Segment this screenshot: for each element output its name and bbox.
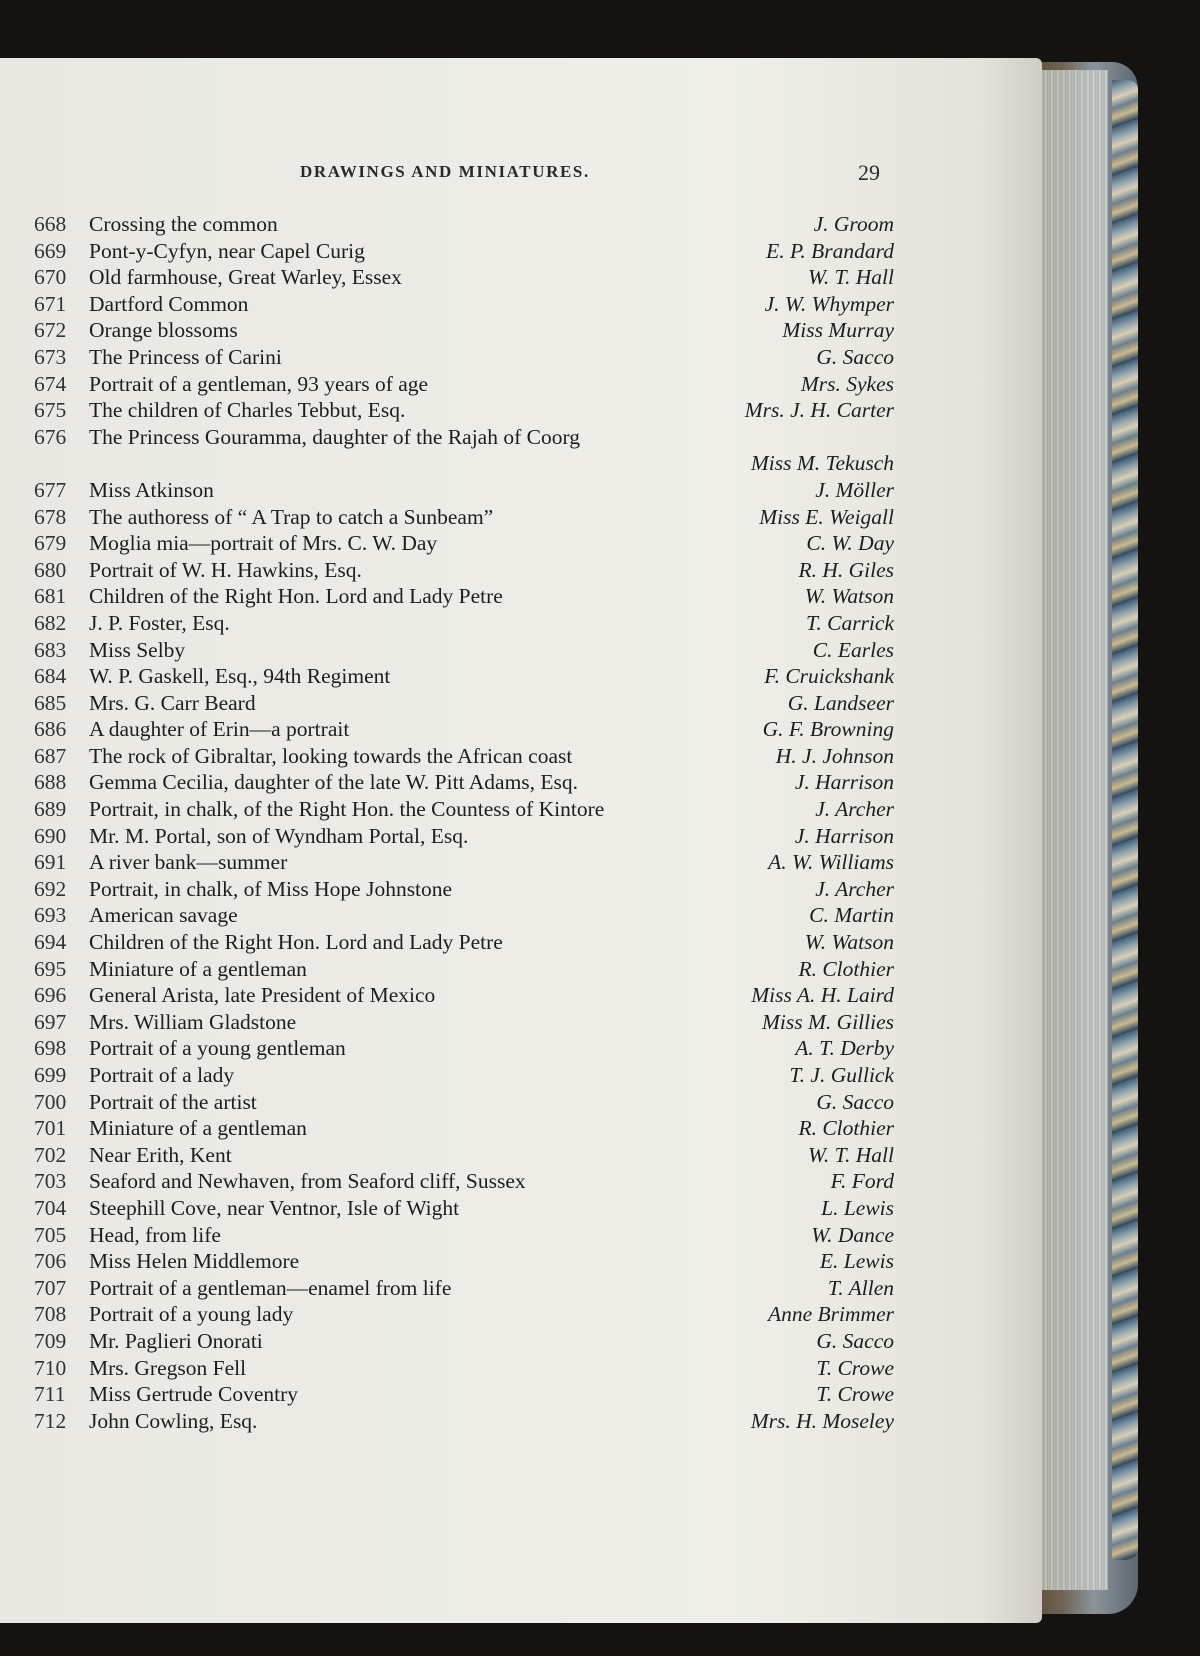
catalogue-entry bbox=[34, 1275, 894, 1302]
entry-title: Pont-y-Cyfyn, near Capel Curig bbox=[89, 238, 365, 263]
entry-number: 674 bbox=[34, 371, 67, 396]
entry-artist: H. J. Johnson bbox=[775, 743, 894, 768]
catalogue-entry bbox=[34, 424, 894, 477]
catalogue-entry bbox=[34, 956, 894, 983]
entry-number: 712 bbox=[34, 1408, 67, 1433]
entry-artist: J. Archer bbox=[815, 797, 894, 822]
entry-number: 679 bbox=[34, 531, 67, 556]
catalogue-entry bbox=[34, 929, 894, 956]
entry-title: Portrait of a gentleman, 93 years of age bbox=[89, 371, 429, 396]
entry-number: 697 bbox=[34, 1009, 67, 1034]
entry-artist: J. Archer bbox=[815, 876, 894, 901]
running-header bbox=[300, 160, 880, 190]
entry-artist: L. Lewis bbox=[821, 1195, 894, 1220]
entry-number: 695 bbox=[34, 956, 67, 981]
catalogue-entry bbox=[34, 1222, 894, 1249]
entry-number: 670 bbox=[34, 265, 67, 290]
entry-title: The Princess of Carini bbox=[89, 344, 282, 369]
catalogue-entry bbox=[34, 397, 894, 424]
entry-artist: G. Landseer bbox=[787, 690, 894, 715]
entry-number: 676 bbox=[34, 424, 67, 449]
catalogue-entry bbox=[34, 1301, 894, 1328]
entry-artist: Miss M. Gillies bbox=[762, 1009, 894, 1034]
catalogue-entry bbox=[34, 796, 894, 823]
entry-number: 705 bbox=[34, 1222, 67, 1247]
entry-artist: Miss A. H. Laird bbox=[751, 983, 894, 1008]
entry-number: 700 bbox=[34, 1089, 67, 1114]
catalogue-entry bbox=[34, 477, 894, 504]
entry-number: 677 bbox=[34, 477, 67, 502]
entry-number: 694 bbox=[34, 930, 67, 955]
catalogue-entry bbox=[34, 1328, 894, 1355]
entry-number: 684 bbox=[34, 664, 67, 689]
entry-artist: C. W. Day bbox=[806, 531, 894, 556]
catalogue-entry bbox=[34, 690, 894, 717]
catalogue-entry bbox=[34, 902, 894, 929]
entry-title: American savage bbox=[89, 903, 238, 928]
entry-number: 704 bbox=[34, 1195, 67, 1220]
entry-number: 680 bbox=[34, 557, 67, 582]
entry-title: A river bank—summer bbox=[89, 850, 288, 875]
entry-artist: E. Lewis bbox=[819, 1249, 894, 1274]
entry-title: Miss Atkinson bbox=[89, 477, 214, 502]
entry-number: 685 bbox=[34, 690, 67, 715]
entry-artist: A. W. Williams bbox=[768, 850, 894, 875]
entry-title: Portrait of a gentleman—enamel from life bbox=[89, 1275, 452, 1300]
entry-number: 669 bbox=[34, 238, 67, 263]
entry-title: Portrait, in chalk, of the Right Hon. the Countess of Kintore bbox=[89, 797, 605, 822]
entry-artist: E. P. Brandard bbox=[766, 238, 894, 263]
entry-title: Miss Selby bbox=[89, 637, 186, 662]
entry-artist: W. T. Hall bbox=[807, 265, 894, 290]
catalogue-entry bbox=[34, 663, 894, 690]
entry-artist: W. Dance bbox=[811, 1222, 894, 1247]
entry-artist: C. Martin bbox=[809, 903, 894, 928]
entry-artist: A. T. Derby bbox=[795, 1036, 894, 1061]
catalogue-entry bbox=[34, 1408, 894, 1435]
entry-title: W. P. Gaskell, Esq., 94th Regiment bbox=[89, 664, 391, 689]
entry-number: 688 bbox=[34, 770, 67, 795]
entry-number: 672 bbox=[34, 318, 67, 343]
catalogue-entry bbox=[34, 876, 894, 903]
entry-artist: G. F. Browning bbox=[762, 717, 894, 742]
entry-number: 678 bbox=[34, 504, 67, 529]
catalogue-entry bbox=[34, 317, 894, 344]
catalogue-entry bbox=[34, 1035, 894, 1062]
entry-title: Gemma Cecilia, daughter of the late W. Pitt Adams, Esq. bbox=[89, 770, 579, 795]
catalogue-entry bbox=[34, 1168, 894, 1195]
entry-title: Mrs. G. Carr Beard bbox=[89, 690, 256, 715]
entry-number: 686 bbox=[34, 717, 67, 742]
entry-title: Miss Helen Middlemore bbox=[89, 1249, 300, 1274]
entry-title: Steephill Cove, near Ventnor, Isle of Wight bbox=[89, 1195, 460, 1220]
entry-artist: T. J. Gullick bbox=[789, 1063, 894, 1087]
entry-artist: Anne Brimmer bbox=[768, 1302, 894, 1327]
entry-number: 683 bbox=[34, 637, 67, 662]
entry-number: 708 bbox=[34, 1302, 67, 1327]
catalogue-entry bbox=[34, 530, 894, 557]
entry-title: The Princess Gouramma, daughter of the Rajah of Coorg bbox=[89, 424, 580, 449]
catalogue-entry bbox=[34, 716, 894, 743]
entry-artist: F. Ford bbox=[830, 1169, 894, 1194]
entry-artist: Miss E. Weigall bbox=[759, 504, 894, 529]
entry-artist: Miss Murray bbox=[782, 318, 894, 343]
entry-number: 701 bbox=[34, 1116, 67, 1141]
entry-title: Crossing the common bbox=[89, 212, 278, 236]
entry-artist: G. Sacco bbox=[816, 344, 894, 369]
entry-title: J. P. Foster, Esq. bbox=[89, 610, 230, 635]
catalogue-entry bbox=[34, 211, 894, 238]
entry-number: 710 bbox=[34, 1355, 67, 1380]
catalogue-entry bbox=[34, 1009, 894, 1036]
entry-number: 693 bbox=[34, 903, 67, 928]
entry-number: 706 bbox=[34, 1249, 67, 1274]
entry-artist: G. Sacco bbox=[816, 1328, 894, 1353]
entry-number: 673 bbox=[34, 344, 67, 369]
entry-title: Children of the Right Hon. Lord and Lady Petre bbox=[89, 584, 503, 609]
entry-artist: Mrs. H. Moseley bbox=[750, 1408, 894, 1433]
catalogue-entry bbox=[34, 1089, 894, 1116]
entry-number: 711 bbox=[34, 1382, 66, 1407]
entry-number: 675 bbox=[34, 398, 67, 423]
entry-number: 698 bbox=[34, 1036, 67, 1061]
entry-artist: T. Allen bbox=[827, 1275, 894, 1300]
entry-title: Mr. M. Portal, son of Wyndham Portal, Esq. bbox=[89, 823, 469, 848]
entry-title: The rock of Gibraltar, looking towards the African coast bbox=[89, 743, 573, 768]
catalogue-list bbox=[34, 211, 894, 1434]
entry-number: 699 bbox=[34, 1063, 67, 1087]
entry-title: Mr. Paglieri Onorati bbox=[89, 1328, 263, 1353]
entry-artist: R. Clothier bbox=[798, 1116, 894, 1141]
page-number: 29 bbox=[858, 160, 880, 185]
entry-title: Orange blossoms bbox=[89, 318, 238, 343]
entry-title: Miniature of a gentleman bbox=[89, 956, 307, 981]
catalogue-entry bbox=[34, 1248, 894, 1275]
entry-number: 696 bbox=[34, 983, 67, 1008]
catalogue-entry bbox=[34, 344, 894, 371]
entry-title: Dartford Common bbox=[89, 291, 249, 316]
entry-title: The children of Charles Tebbut, Esq. bbox=[89, 398, 406, 423]
catalogue-entry bbox=[34, 1195, 894, 1222]
entry-title: Children of the Right Hon. Lord and Lady Petre bbox=[89, 930, 503, 955]
entry-title: Portrait, in chalk, of Miss Hope Johnstone bbox=[89, 876, 453, 901]
entry-title: Portrait of the artist bbox=[89, 1089, 257, 1114]
entry-artist: W. Watson bbox=[804, 930, 894, 955]
entry-title: John Cowling, Esq. bbox=[89, 1408, 258, 1433]
entry-title: Portrait of a lady bbox=[89, 1063, 235, 1087]
entry-title: Mrs. William Gladstone bbox=[89, 1009, 297, 1034]
entry-title: Old farmhouse, Great Warley, Essex bbox=[89, 265, 402, 290]
entry-artist: T. Crowe bbox=[816, 1355, 894, 1380]
entry-artist: J. Harrison bbox=[794, 770, 894, 795]
entry-number: 687 bbox=[34, 743, 67, 768]
entry-artist: Miss M. Tekusch bbox=[750, 451, 894, 476]
entry-title: General Arista, late President of Mexico bbox=[89, 983, 436, 1008]
entry-number: 682 bbox=[34, 610, 67, 635]
entry-artist: W. T. Hall bbox=[807, 1142, 894, 1167]
entry-title: Portrait of W. H. Hawkins, Esq. bbox=[89, 557, 362, 582]
page-stack bbox=[1036, 70, 1108, 1590]
entry-number: 690 bbox=[34, 823, 67, 848]
entry-artist: R. H. Giles bbox=[798, 557, 894, 582]
entry-artist: J. Groom bbox=[813, 212, 894, 236]
entry-title: Portrait of a young gentleman bbox=[89, 1036, 346, 1061]
entry-artist: F. Cruickshank bbox=[764, 664, 894, 689]
catalogue-entry bbox=[34, 1381, 894, 1408]
catalogue-entry bbox=[34, 1062, 894, 1089]
entry-number: 668 bbox=[34, 212, 67, 236]
entry-artist: W. Watson bbox=[804, 584, 894, 609]
catalogue-entry bbox=[34, 583, 894, 610]
catalogue-entry bbox=[34, 610, 894, 637]
section-title: DRAWINGS AND MINIATURES. bbox=[300, 162, 590, 181]
entry-title: A daughter of Erin—a portrait bbox=[89, 717, 350, 742]
catalogue-entry bbox=[34, 1355, 894, 1382]
catalogue-entry bbox=[34, 849, 894, 876]
entry-number: 703 bbox=[34, 1169, 67, 1194]
entry-artist: R. Clothier bbox=[798, 956, 894, 981]
catalogue-entry bbox=[34, 1115, 894, 1142]
entry-artist: J. Harrison bbox=[794, 823, 894, 848]
entry-number: 689 bbox=[34, 797, 67, 822]
entry-number: 709 bbox=[34, 1328, 67, 1353]
entry-title: The authoress of “ A Trap to catch a Sunbeam” bbox=[89, 504, 494, 529]
entry-artist: J. Möller bbox=[815, 477, 894, 502]
entry-title: Mrs. Gregson Fell bbox=[89, 1355, 247, 1380]
entry-title: Seaford and Newhaven, from Seaford cliff, Sussex bbox=[89, 1169, 526, 1194]
entry-artist: T. Crowe bbox=[816, 1382, 894, 1407]
catalogue-entry bbox=[34, 1142, 894, 1169]
entry-title: Miniature of a gentleman bbox=[89, 1116, 307, 1141]
entry-artist: G. Sacco bbox=[816, 1089, 894, 1114]
catalogue-entry bbox=[34, 982, 894, 1009]
catalogue-entry bbox=[34, 291, 894, 318]
catalogue-entry bbox=[34, 504, 894, 531]
entry-number: 671 bbox=[34, 291, 67, 316]
entry-title: Miss Gertrude Coventry bbox=[89, 1382, 298, 1407]
entry-title: Portrait of a young lady bbox=[89, 1302, 294, 1327]
catalogue-entry bbox=[34, 557, 894, 584]
entry-number: 707 bbox=[34, 1275, 67, 1300]
catalogue-entry bbox=[34, 637, 894, 664]
entry-artist: C. Earles bbox=[812, 637, 894, 662]
entry-number: 691 bbox=[34, 850, 67, 875]
entry-artist: Mrs. J. H. Carter bbox=[744, 398, 894, 423]
catalogue-entry bbox=[34, 238, 894, 265]
entry-artist: T. Carrick bbox=[806, 610, 894, 635]
entry-title: Near Erith, Kent bbox=[89, 1142, 232, 1167]
marbled-edge bbox=[1112, 80, 1138, 1560]
catalogue-entry bbox=[34, 743, 894, 770]
entry-artist: Mrs. Sykes bbox=[800, 371, 894, 396]
entry-title: Moglia mia—portrait of Mrs. C. W. Day bbox=[89, 531, 438, 556]
entry-number: 692 bbox=[34, 876, 67, 901]
catalogue-entry bbox=[34, 823, 894, 850]
entry-artist: J. W. Whymper bbox=[764, 291, 894, 316]
catalogue-entry bbox=[34, 264, 894, 291]
catalogue-entry bbox=[34, 769, 894, 796]
entry-number: 681 bbox=[34, 584, 67, 609]
catalogue-entry bbox=[34, 371, 894, 398]
entry-number: 702 bbox=[34, 1142, 67, 1167]
entry-title: Head, from life bbox=[89, 1222, 221, 1247]
